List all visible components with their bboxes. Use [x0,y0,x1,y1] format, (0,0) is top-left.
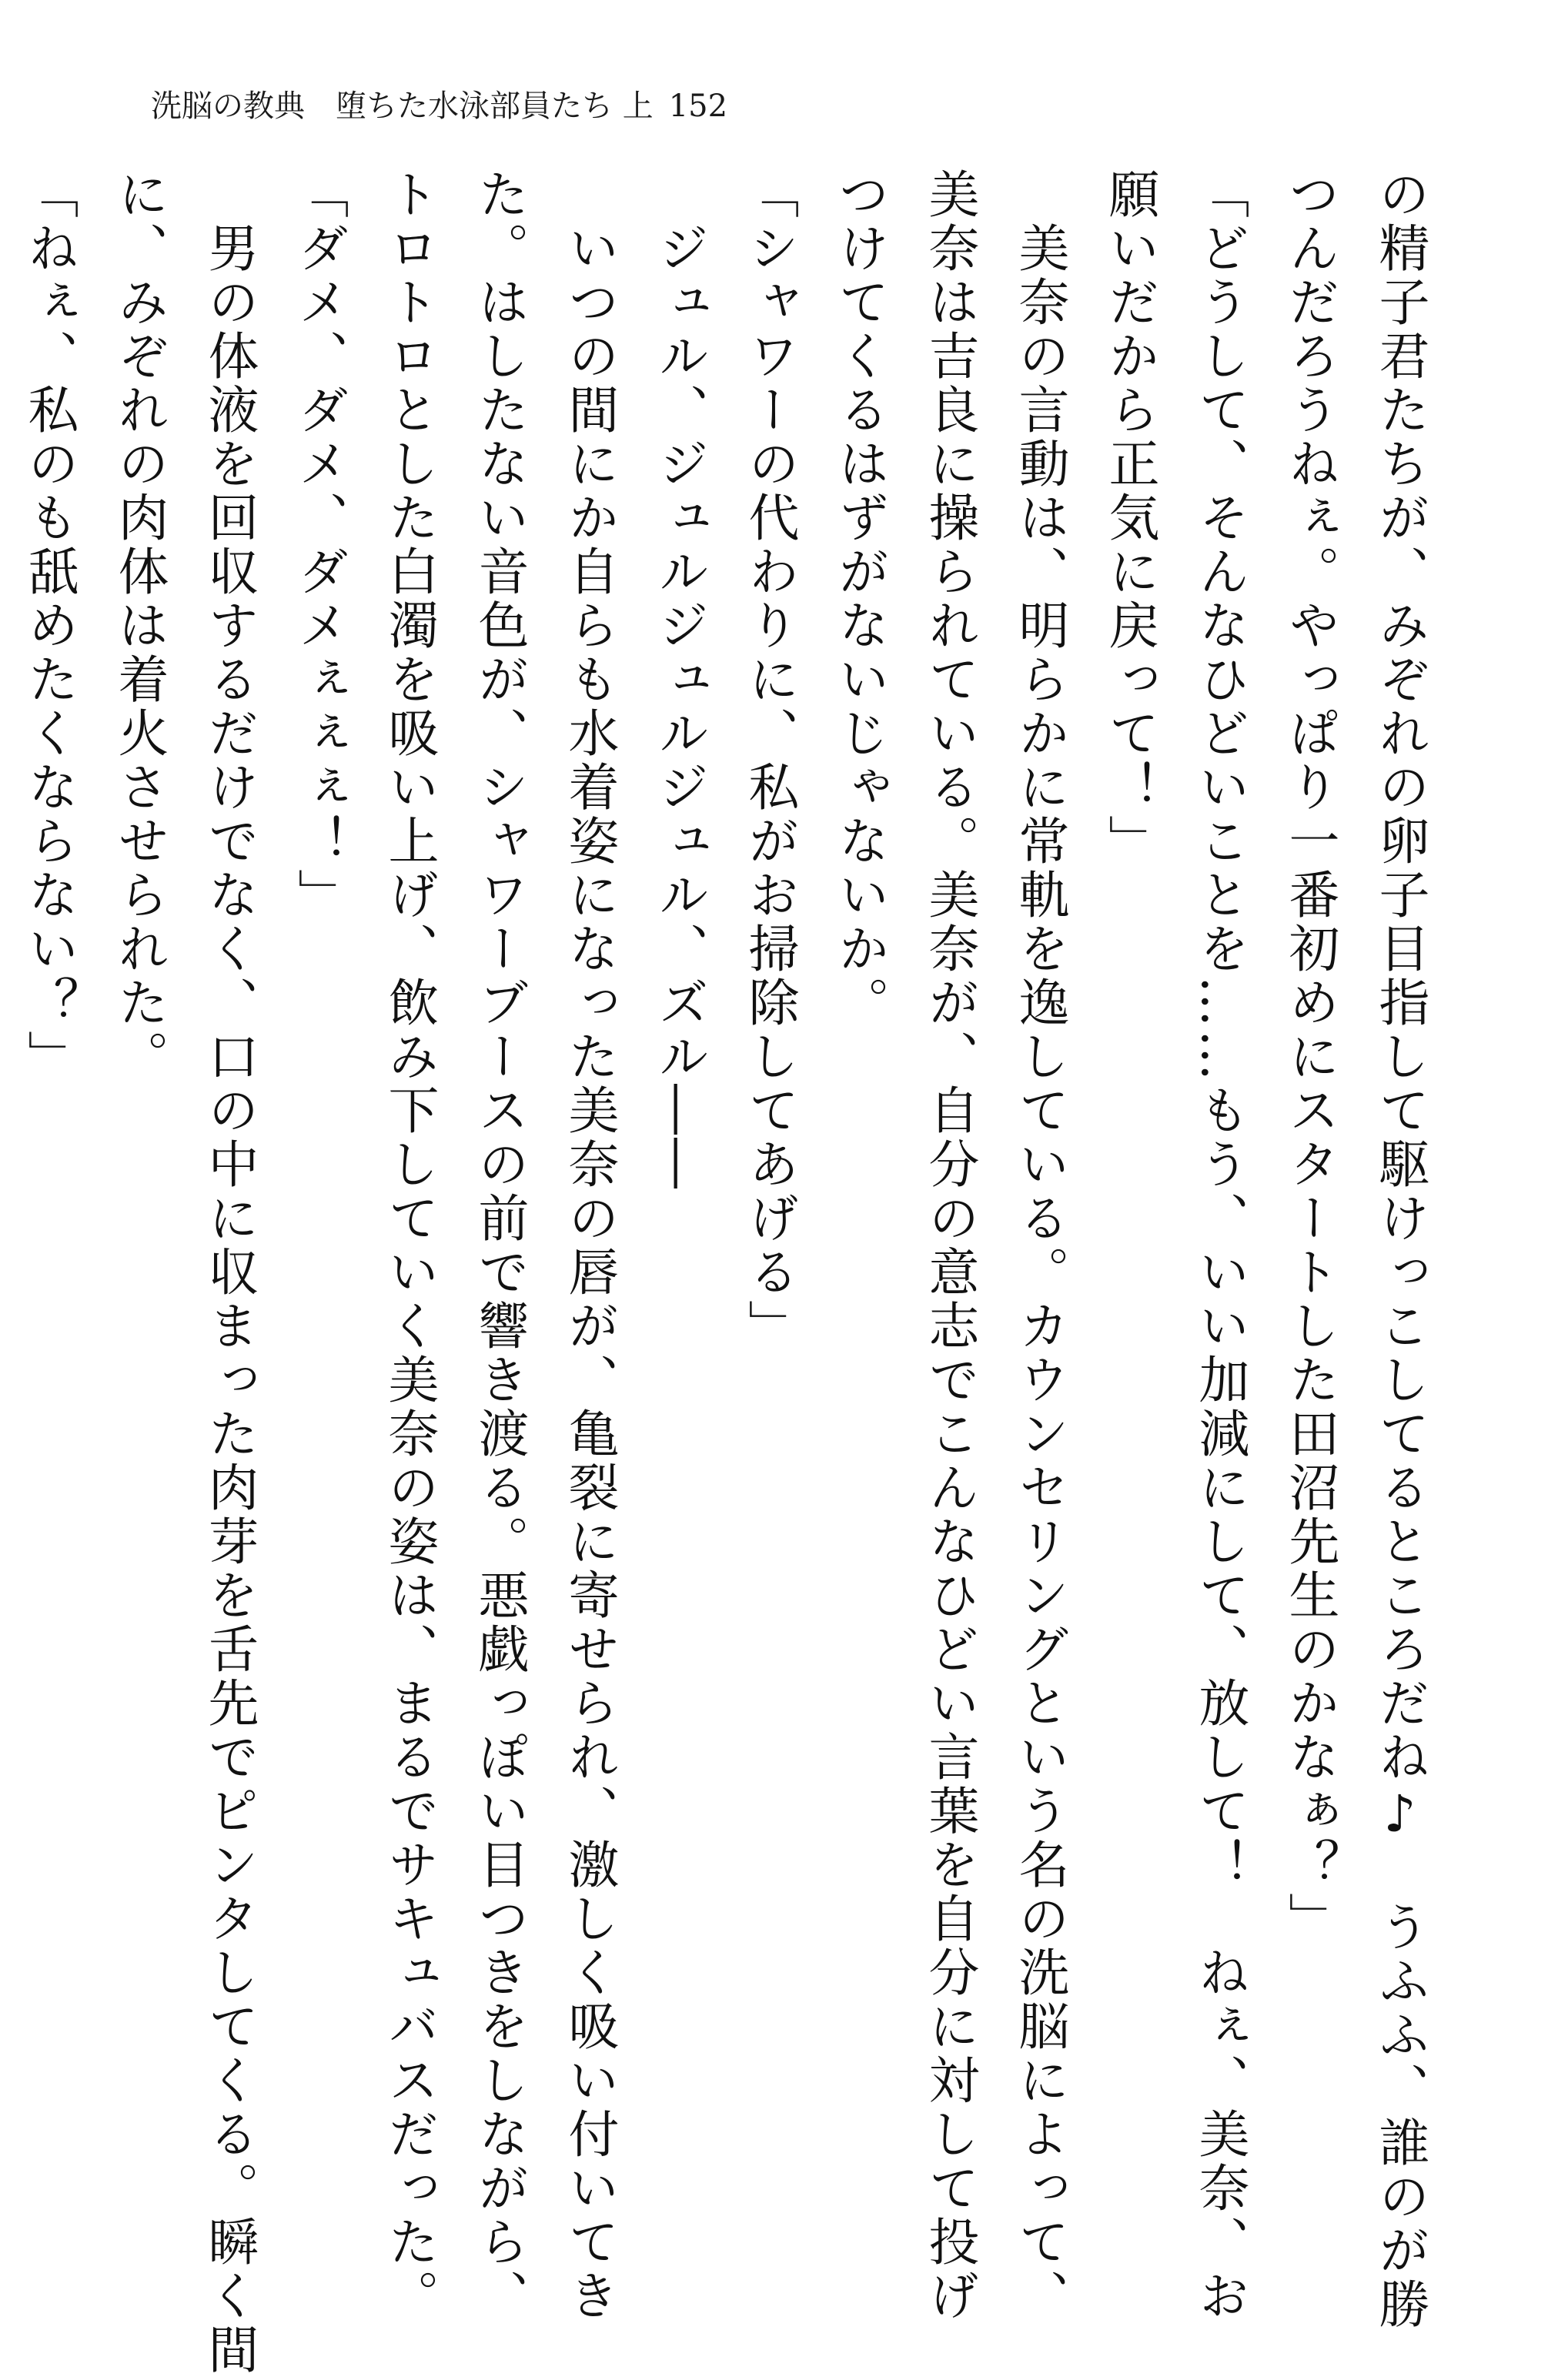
text-line-7: つけてくるはずがないじゃないか。 [830,168,889,1030]
text-line-16: 「ねぇ、私のも舐めたくならない？」 [19,168,79,1084]
text-line-14: 男の体液を回収するだけでなく、口の中に収まった肉芽を舌先でピンタしてくる。瞬く間 [199,168,259,2377]
text-line-9: ジュル、ジュルジュルジュル、ズル―― [650,168,709,1192]
text-line-13: 「ダメ、ダメ、ダメぇぇぇ！」 [289,168,349,922]
book-title: 洗脳の教典 堕ちた水泳部員たち 上 [151,89,654,124]
text-line-15: に、みぞれの肉体は着火させられた。 [109,168,169,1084]
text-line-5: 美奈の言動は、明らかに常軌を逸している。カウンセリングという名の洗脳によって、 [1010,168,1069,2323]
text-line-6: 美奈は吉良に操られている。美奈が、自分の意志でこんなひどい言葉を自分に対して投げ [920,168,979,2323]
vertical-body-text [4,168,1445,2377]
text-line-8: 「シャワーの代わりに、私がお掃除してあげる」 [740,168,799,1353]
text-line-10: いつの間にか自らも水着姿になった美奈の唇が、亀裂に寄せられ、激しく吸い付いてき [560,168,619,2323]
text-line-11: た。はしたない音色が、シャワーブースの前で響き渡る。悪戯っぽい目つきをしながら、 [470,168,529,2323]
text-line-4: 願いだから正気に戻って！」 [1100,168,1159,868]
text-line-1: の精子君たちが、みぞれの卵子目指して駆けっこしてるところだね♪ うふふ、誰のが勝 [1370,168,1429,2332]
text-line-12: トロトロとした白濁を吸い上げ、飲み下していく美奈の姿は、まるでサキュバスだった。 [379,168,439,2323]
text-line-2: つんだろうねぇ。やっぱり一番初めにスタートした田沼先生のかなぁ？」 [1280,168,1339,1946]
page-number: 152 [668,89,728,124]
running-header [151,86,727,126]
text-line-3: 「どうして、そんなひどいことを……もう、いい加減にして、放して！ ねぇ、美奈、お [1190,168,1249,2323]
